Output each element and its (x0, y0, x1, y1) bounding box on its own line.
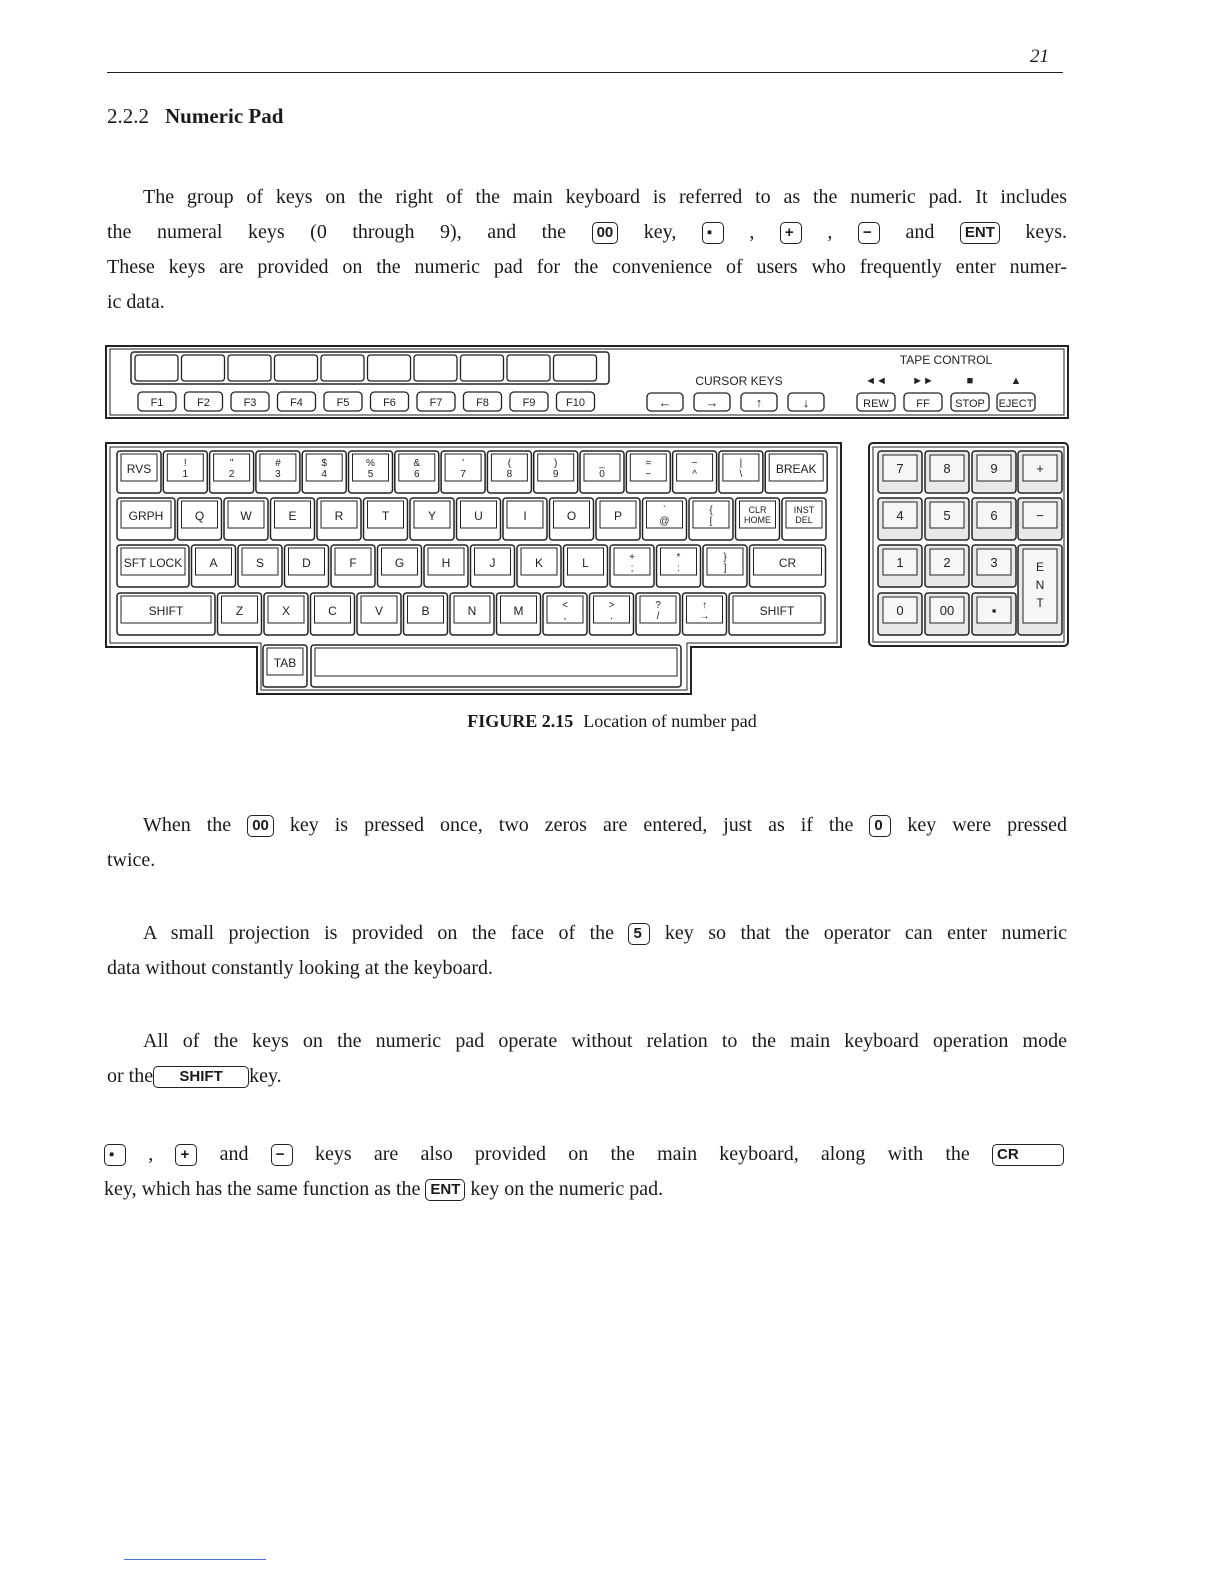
numpad-key-legend: 8 (943, 461, 951, 476)
key-legend: BREAK (775, 462, 817, 476)
key-shift-legend: < (562, 600, 568, 611)
tape-key-label: REW (863, 398, 889, 410)
key-legend: . (610, 611, 613, 622)
key-legend: 2 (228, 469, 235, 480)
key-shift-legend: + (629, 552, 635, 563)
space-bar (311, 645, 681, 687)
fkey-label: F3 (243, 397, 257, 409)
key-legend: ] (723, 563, 727, 574)
key-legend: INST (793, 505, 815, 515)
key-legend: Z (235, 604, 244, 618)
numpad-key-legend: 9 (990, 461, 998, 476)
key-shift-legend: } (723, 552, 727, 563)
key-shift-legend: ' (462, 458, 465, 469)
key-shift-legend: ( (507, 458, 512, 469)
p1-line3: These keys are provided on the numeric pad for the convenience of users who frequently enter numer- (107, 256, 1067, 278)
fkey-label: F7 (429, 397, 443, 409)
key-legend: @ (659, 516, 670, 527)
key-legend: − (645, 469, 652, 480)
fkey-label: F1 (150, 397, 164, 409)
key-shift-legend: | (739, 458, 743, 469)
p3-line2: data without constantly looking at the keyboard. (107, 957, 494, 979)
key-legend: / (656, 611, 660, 622)
tape-symbol-icon: ▲ (1010, 375, 1022, 387)
key-shift-legend: { (709, 505, 713, 516)
text: and (905, 221, 935, 243)
figure-caption (0, 711, 1224, 732)
keyboard-figure (105, 345, 1071, 695)
key-legend: P (613, 509, 623, 523)
text: keys. (1025, 221, 1068, 243)
cursor-arrow-icon: ↑ (755, 395, 763, 410)
key-legend: K (534, 556, 544, 570)
paragraph-5 (104, 1137, 1064, 1207)
header-rule (107, 72, 1063, 73)
p3-line1 (107, 916, 1067, 951)
text: , (749, 221, 755, 243)
caption-text: Location of number pad (583, 711, 757, 731)
text: key is pressed once, two zeros are entered, just as if the (289, 814, 854, 836)
fkey-cap (182, 355, 225, 381)
fkey-cap (507, 355, 550, 381)
paragraph-2 (107, 808, 1067, 878)
numpad-key-legend: 5 (943, 508, 951, 523)
tape-key-label: EJECT (998, 398, 1034, 410)
key-legend: GRPH (128, 509, 164, 523)
key-dot: ▪ (104, 1144, 126, 1166)
fkey-cap (135, 355, 178, 381)
key-legend: 5 (367, 469, 374, 480)
numpad-key-legend: 1 (896, 555, 904, 570)
ent-key-legend: N (1035, 578, 1045, 592)
cursor-keys-label: CURSOR KEYS (695, 374, 783, 388)
text: key. (249, 1065, 282, 1087)
numpad-key-legend: − (1036, 508, 1044, 523)
key-ent: ENT (960, 222, 1000, 244)
key-0: 0 (869, 815, 891, 837)
key-shift-legend: ↑ (702, 600, 707, 611)
key-legend: J (489, 556, 496, 570)
p4-line1: All of the keys on the numeric pad operate without relation to the main keyboard operation mode (143, 1030, 1067, 1052)
key-legend: N (467, 604, 477, 618)
text: or the (107, 1065, 154, 1087)
key-legend: 1 (182, 469, 189, 480)
key-legend: M (513, 604, 524, 618)
fkey-cap (554, 355, 597, 381)
tape-symbol-icon: ►► (912, 375, 934, 387)
key-shift-legend: ? (655, 600, 661, 611)
key-legend: ^ (692, 469, 697, 480)
fkey-label: F2 (197, 397, 210, 409)
key-legend: Y (427, 509, 437, 523)
text: key were pressed (907, 814, 1068, 836)
numpad-key-legend: + (1036, 461, 1044, 476)
fkey-label: F10 (566, 397, 585, 409)
key-legend: W (240, 509, 252, 523)
key-shift-legend: > (608, 600, 615, 611)
key-legend: E (288, 509, 297, 523)
text: key, (643, 221, 677, 243)
key-shift-legend: = (645, 458, 652, 469)
fkey-cap (368, 355, 411, 381)
p1-line1: The group of keys on the right of the main keyboard is referred to as the numeric pad. It includes (143, 186, 1067, 208)
key-shift-legend: # (275, 458, 281, 469)
fkey-label: F8 (476, 397, 489, 409)
text: key on the numeric pad. (470, 1178, 664, 1200)
p5-line2 (104, 1172, 1064, 1207)
key-legend: R (334, 509, 344, 523)
caption-label: FIGURE 2.15 (467, 711, 574, 731)
key-legend: S (255, 556, 265, 570)
key-00: 00 (592, 222, 619, 244)
numpad-key-legend: 2 (943, 555, 951, 570)
key-shift-legend: ` (662, 505, 667, 516)
fkey-cap (414, 355, 457, 381)
text: , (148, 1143, 154, 1165)
text: and (219, 1143, 249, 1165)
ent-key-legend: E (1035, 560, 1045, 574)
key-legend: 6 (414, 469, 420, 480)
numpad-key-legend: 00 (939, 603, 955, 618)
function-panel (106, 346, 1068, 418)
key-legend: G (394, 556, 405, 570)
key-shift-legend: _ (599, 458, 605, 469)
key-legend: C (328, 604, 337, 618)
section-title: Numeric Pad (165, 104, 284, 128)
paragraph-3 (107, 916, 1067, 986)
text: , (827, 221, 833, 243)
main-keyboard (106, 443, 841, 694)
key-legend-2: HOME (744, 515, 771, 525)
key-legend: : (677, 563, 680, 574)
key-legend: T (381, 509, 390, 523)
key-legend-2: DEL (795, 515, 813, 525)
p2-line2: twice. (107, 849, 156, 871)
numpad-key-legend: 0 (896, 603, 904, 618)
key-legend: ; (630, 563, 634, 574)
p5-line1 (104, 1137, 1064, 1172)
key-legend: B (421, 604, 430, 618)
fkey-label: F9 (522, 397, 536, 409)
tape-symbol-icon: ◄◄ (865, 375, 887, 387)
tape-key-label: STOP (955, 398, 985, 410)
key-plus: + (175, 1144, 197, 1166)
key-legend: V (374, 604, 384, 618)
paragraph-4 (107, 1024, 1067, 1094)
text: key so that the operator can enter numeric (664, 922, 1068, 944)
key-shift-legend: % (366, 458, 375, 469)
section-heading (107, 104, 283, 129)
key-legend: TAB (273, 656, 297, 670)
numpad-key-legend: 7 (896, 461, 904, 476)
section-number: 2.2.2 (107, 104, 149, 128)
text: key, which has the same function as the (104, 1178, 421, 1200)
key-shift-legend: " (229, 458, 234, 469)
numpad-key-legend: 3 (990, 555, 998, 570)
key-legend: I (523, 509, 527, 523)
key-legend: 3 (275, 469, 281, 480)
key-00: 00 (247, 815, 274, 837)
fkey-label: F6 (383, 397, 396, 409)
key-legend: 4 (321, 469, 327, 480)
key-legend: 8 (506, 469, 513, 480)
key-legend: CR (778, 556, 797, 570)
key-legend: H (441, 556, 451, 570)
fkey-label: F4 (290, 397, 303, 409)
key-legend: D (302, 556, 311, 570)
numpad-key-legend: 4 (896, 508, 904, 523)
key-legend: [ (709, 516, 713, 527)
fkey-strip (131, 352, 609, 384)
key-ent: ENT (425, 1179, 465, 1201)
key-shift-legend: ) (554, 458, 558, 469)
key-shift: SHIFT (153, 1066, 249, 1088)
key-minus: − (271, 1144, 293, 1166)
key-legend: O (566, 509, 577, 523)
tape-control-label: TAPE CONTROL (899, 353, 993, 367)
key-legend: U (474, 509, 483, 523)
p1-line2 (107, 215, 1067, 250)
text: keys are also provided on the main keyboard, along with the (314, 1143, 970, 1165)
tape-key-label: FF (916, 398, 930, 410)
key-legend: Q (194, 509, 205, 523)
key-shift-legend: $ (321, 458, 327, 469)
p2-line1 (107, 808, 1067, 843)
key-legend: 0 (599, 469, 605, 480)
key-dot: ▪ (702, 222, 724, 244)
key-legend: 9 (552, 469, 559, 480)
fkey-cap (321, 355, 364, 381)
key-legend: SHIFT (148, 604, 184, 618)
key-legend: → (699, 611, 710, 622)
fkey-cap (275, 355, 318, 381)
cursor-arrow-icon: ↓ (802, 395, 810, 410)
key-legend: SHIFT (759, 604, 795, 618)
key-legend: CLR (748, 505, 767, 515)
cursor-arrow-icon: ← (658, 395, 672, 410)
key-shift-legend: & (413, 458, 421, 469)
key-shift-legend: * (676, 552, 681, 563)
key-plus: + (780, 222, 802, 244)
key-shift-legend: ~ (691, 458, 698, 469)
key-5: 5 (628, 923, 650, 945)
key-legend: X (281, 604, 291, 618)
text: A small projection is provided on the face of the (143, 922, 615, 944)
page-number: 21 (1030, 46, 1049, 67)
p4-line2 (107, 1059, 1067, 1094)
key-legend: , (563, 611, 567, 622)
tape-symbol-icon: ■ (966, 375, 974, 387)
fkey-label: F5 (336, 397, 350, 409)
key-legend: RVS (126, 462, 152, 476)
key-cr: CR (992, 1144, 1064, 1166)
numpad-key-legend: ▪ (991, 603, 997, 618)
key-legend: A (209, 556, 218, 570)
text: When the (143, 814, 232, 836)
text: the numeral keys (0 through 9), and the (107, 221, 567, 243)
paragraph-1 (107, 180, 1067, 320)
key-legend: 7 (460, 469, 466, 480)
footer-line (124, 1559, 266, 1560)
p1-line4: ic data. (107, 291, 165, 313)
key-legend: L (582, 556, 589, 570)
cursor-arrow-icon: → (705, 395, 719, 410)
key-minus: − (858, 222, 880, 244)
numeric-pad (869, 443, 1068, 646)
fkey-cap (228, 355, 271, 381)
key-legend: \ (739, 469, 743, 480)
key-shift-legend: ! (183, 458, 187, 469)
numpad-key-legend: 6 (990, 508, 998, 523)
key-legend: F (349, 556, 357, 570)
ent-key-legend: T (1036, 596, 1044, 610)
key-legend: SFT LOCK (123, 556, 183, 570)
fkey-cap (461, 355, 504, 381)
